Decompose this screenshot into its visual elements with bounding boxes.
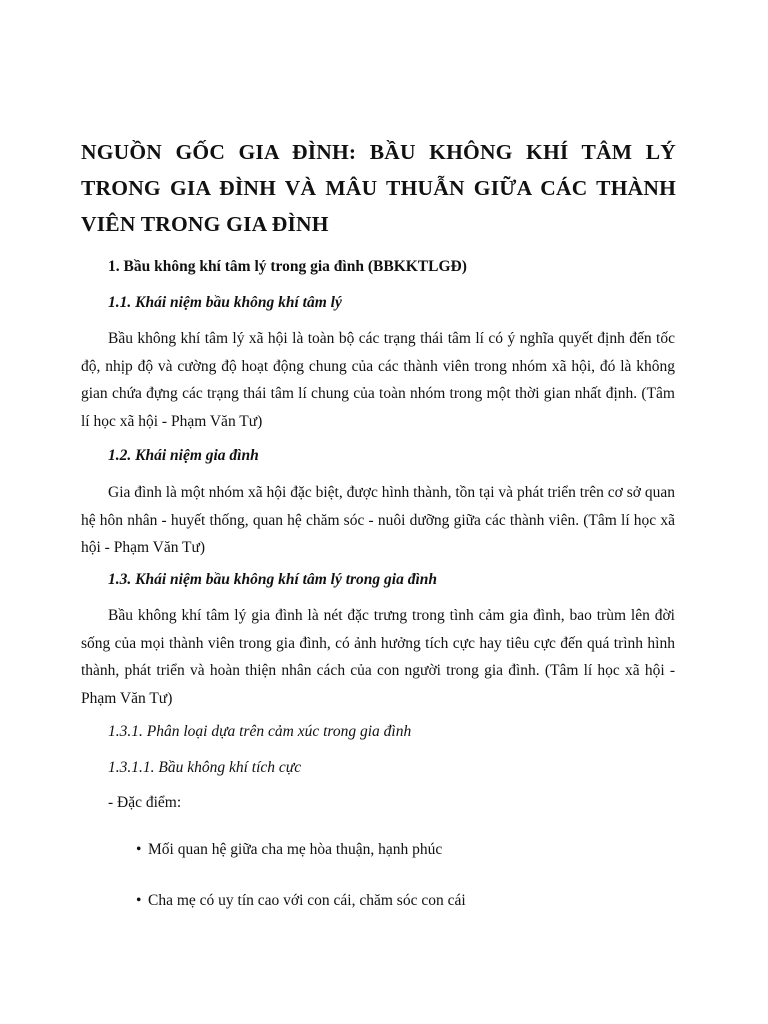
list-item (136, 892, 466, 910)
section-1-1-heading: 1.1. Khái niệm bầu không khí tâm lý (108, 294, 342, 311)
section-1-3-heading: 1.3. Khái niệm bầu không khí tâm lý trong gia đình (108, 571, 438, 588)
features-label: - Đặc điểm: (108, 794, 182, 811)
bullet-icon: • (136, 892, 142, 909)
section-1-2-paragraph: Gia đình là một nhóm xã hội đặc biệt, được hình thành, tồn tại và phát triển trên cơ sở quan hệ hôn nhân - huyết thống, quan hệ chăm sóc - nuôi dưỡng giữa các thành viên. (Tâm lí học xã hội - Phạm Văn Tư) (81, 484, 675, 556)
document-title: NGUỒN GỐC GIA ĐÌNH: BẦU KHÔNG KHÍ TÂM LÝ TRONG GIA ĐÌNH VÀ MÂU THUẪN GIỮA CÁC THÀNH VIÊN TRONG GIA ĐÌNH (81, 140, 676, 236)
list-item (136, 841, 442, 859)
section-1-3-1-heading: 1.3.1. Phân loại dựa trên cảm xúc trong gia đình (108, 723, 412, 740)
section-1-2-heading: 1.2. Khái niệm gia đình (108, 447, 259, 464)
list-item-text: Mối quan hệ giữa cha mẹ hòa thuận, hạnh phúc (148, 841, 443, 858)
section-1-heading: 1. Bầu không khí tâm lý trong gia đình (BBKKTLGĐ) (108, 258, 467, 275)
list-item-text: Cha mẹ có uy tín cao với con cái, chăm sóc con cái (148, 892, 466, 909)
section-1-3-paragraph: Bầu không khí tâm lý gia đình là nét đặc trưng trong tình cảm gia đình, bao trùm lên đời sống của mọi thành viên trong gia đình, có ảnh hưởng tích cực hay tiêu cực đến quá trình hình thành, phát triển và hoàn thiện nhân cách của con người trong gia đình. (Tâm lí học xã hội - Phạm Văn Tư) (81, 607, 675, 707)
section-1-3-1-1-heading: 1.3.1.1. Bầu không khí tích cực (108, 759, 302, 776)
bullet-icon: • (136, 841, 142, 858)
section-1-1-paragraph: Bầu không khí tâm lý xã hội là toàn bộ các trạng thái tâm lí có ý nghĩa quyết định đến tốc độ, nhịp độ và cường độ hoạt động chung của các thành viên trong nhóm xã hội, đó là không gian chứa đựng các trạng thái tâm lí chung của toàn nhóm trong một thời gian nhất định. (Tâm lí học xã hội - Phạm Văn Tư) (81, 330, 675, 430)
